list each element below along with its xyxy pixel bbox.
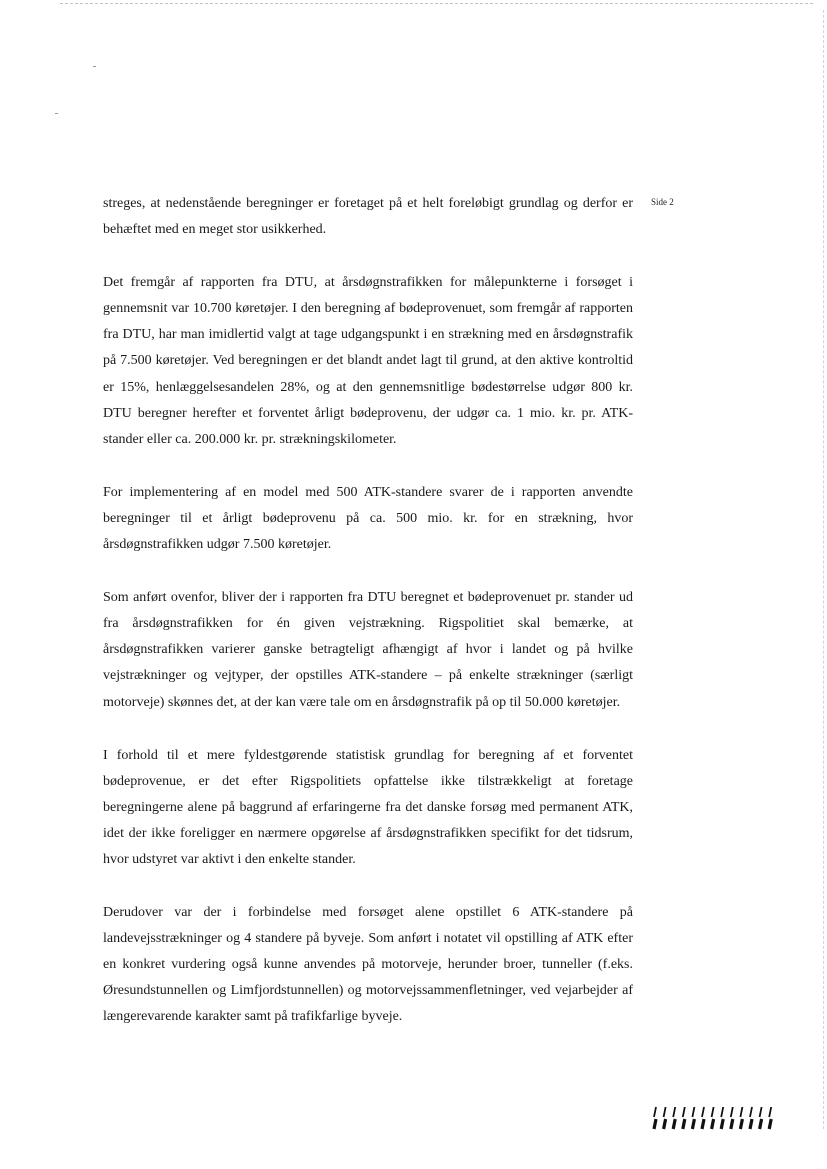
barcode-stroke [664, 1107, 666, 1117]
paragraph-traffic-variation: Som anført ovenfor, bliver der i rapporten fra DTU beregnet et bødeprovenuet pr. stander ud fra årsdøgnstrafikken for én given vejstrækning. Rigspolitiet skal bemærke, at årsdøgnstrafikken varierer ganske betragteligt afhængigt af hvor i landet og på hvilke vejstrækninger og vejtyper, der opstilles ATK-standere – på enkelte strækninger (særligt motorveje) skønnes det, at der kan være tale om en årsdøgnstrafik på op til 50.000 køretøjer. [103, 590, 633, 710]
paragraph-continuation: streges, at nedenstående beregninger er foretaget på et helt foreløbigt grundlag og derfor er behæftet med en meget stor usikkerhed. [103, 196, 633, 238]
barcode-stroke [673, 1107, 675, 1117]
body-text [103, 191, 633, 1058]
barcode-stroke [740, 1119, 742, 1129]
barcode-stroke [769, 1119, 771, 1129]
scan-edge-right [823, 10, 825, 1129]
barcode-stroke [712, 1119, 714, 1129]
paragraph-road-types: Derudover var der i forbindelse med forsøget alene opstillet 6 ATK-standere på landevejsstrækninger og 4 standere på byveje. Som anført i notatet vil opstilling af ATK efter en konkret vurdering også kunne anvendes på motorveje, herunder broer, tunneller (f.eks. Øresundstunnellen og Limfjordstunnellen) og motorvejssammenfletninger, ved vejarbejder af længerevarende karakter samt på trafikfarlige byveje. [103, 905, 633, 1025]
barcode-stroke [769, 1107, 771, 1117]
barcode-stroke [702, 1107, 704, 1117]
barcode-stroke [750, 1107, 752, 1117]
page-number-label: Side 2 [651, 197, 674, 207]
barcode-stroke [654, 1119, 656, 1129]
barcode-stroke [760, 1119, 762, 1129]
barcode-stroke [721, 1107, 723, 1117]
barcode-stroke [683, 1119, 685, 1129]
barcode-stroke [664, 1119, 666, 1129]
barcode-stroke [760, 1107, 762, 1117]
scan-speck [55, 113, 58, 114]
paragraph-dtu-report: Det fremgår af rapporten fra DTU, at årsdøgnstrafikken for målepunkterne i forsøget i gennemsnit var 10.700 køretøjer. I den beregning af bødeprovenuet, som fremgår af rapporten fra DTU, har man imidlertid valgt at tage udgangspunkt i en strækning med en årsdøgnstrafik på 7.500 køretøjer. Ved beregningen er det blandt andet lagt til grund, at den aktive kontroltid er 15%, henlæggelsesandelen 28%, og at den gennemsnitlige bødestørrelse udgør 800 kr. DTU beregner herefter et forventet årligt bødeprovenu, der udgør ca. 1 mio. kr. pr. ATK-stander eller ca. 200.000 kr. pr. strækningskilometer. [103, 275, 633, 447]
barcode-stroke [692, 1119, 694, 1129]
barcode-stroke [731, 1119, 733, 1129]
barcode-stroke [683, 1107, 685, 1117]
barcode-stroke [654, 1107, 656, 1117]
scan-speck [93, 66, 96, 67]
barcode-stroke [740, 1107, 742, 1117]
paragraph-statistical-basis: I forhold til et mere fyldestgørende statistisk grundlag for beregning af et forventet bødeprovenue, er det efter Rigspolitiets opfattelse ikke tilstrækkeligt at foretage beregningerne alene på baggrund af erfaringerne fra det danske forsøg med permanent ATK, idet der ikke foreligger en nærmere opgørelse af årsdøgnstrafikken specifikt for det tidsrum, hvor udstyret var aktivt i den enkelte stander. [103, 747, 633, 867]
scan-edge-top [60, 3, 813, 6]
barcode-stroke [673, 1119, 675, 1129]
paragraph-implementation: For implementering af en model med 500 ATK-standere svarer de i rapporten anvendte beregninger til et årligt bødeprovenu på ca. 500 mio. kr. for en strækning, hvor årsdøgnstrafikken udgør 7.500 køretøjer. [103, 484, 633, 553]
barcode-stroke [750, 1119, 752, 1129]
barcode-mark [651, 1106, 781, 1130]
barcode-stroke [712, 1107, 714, 1117]
barcode-stroke [731, 1107, 733, 1117]
barcode-stroke [721, 1119, 723, 1129]
barcode-stroke [692, 1107, 694, 1117]
barcode-stroke [702, 1119, 704, 1129]
